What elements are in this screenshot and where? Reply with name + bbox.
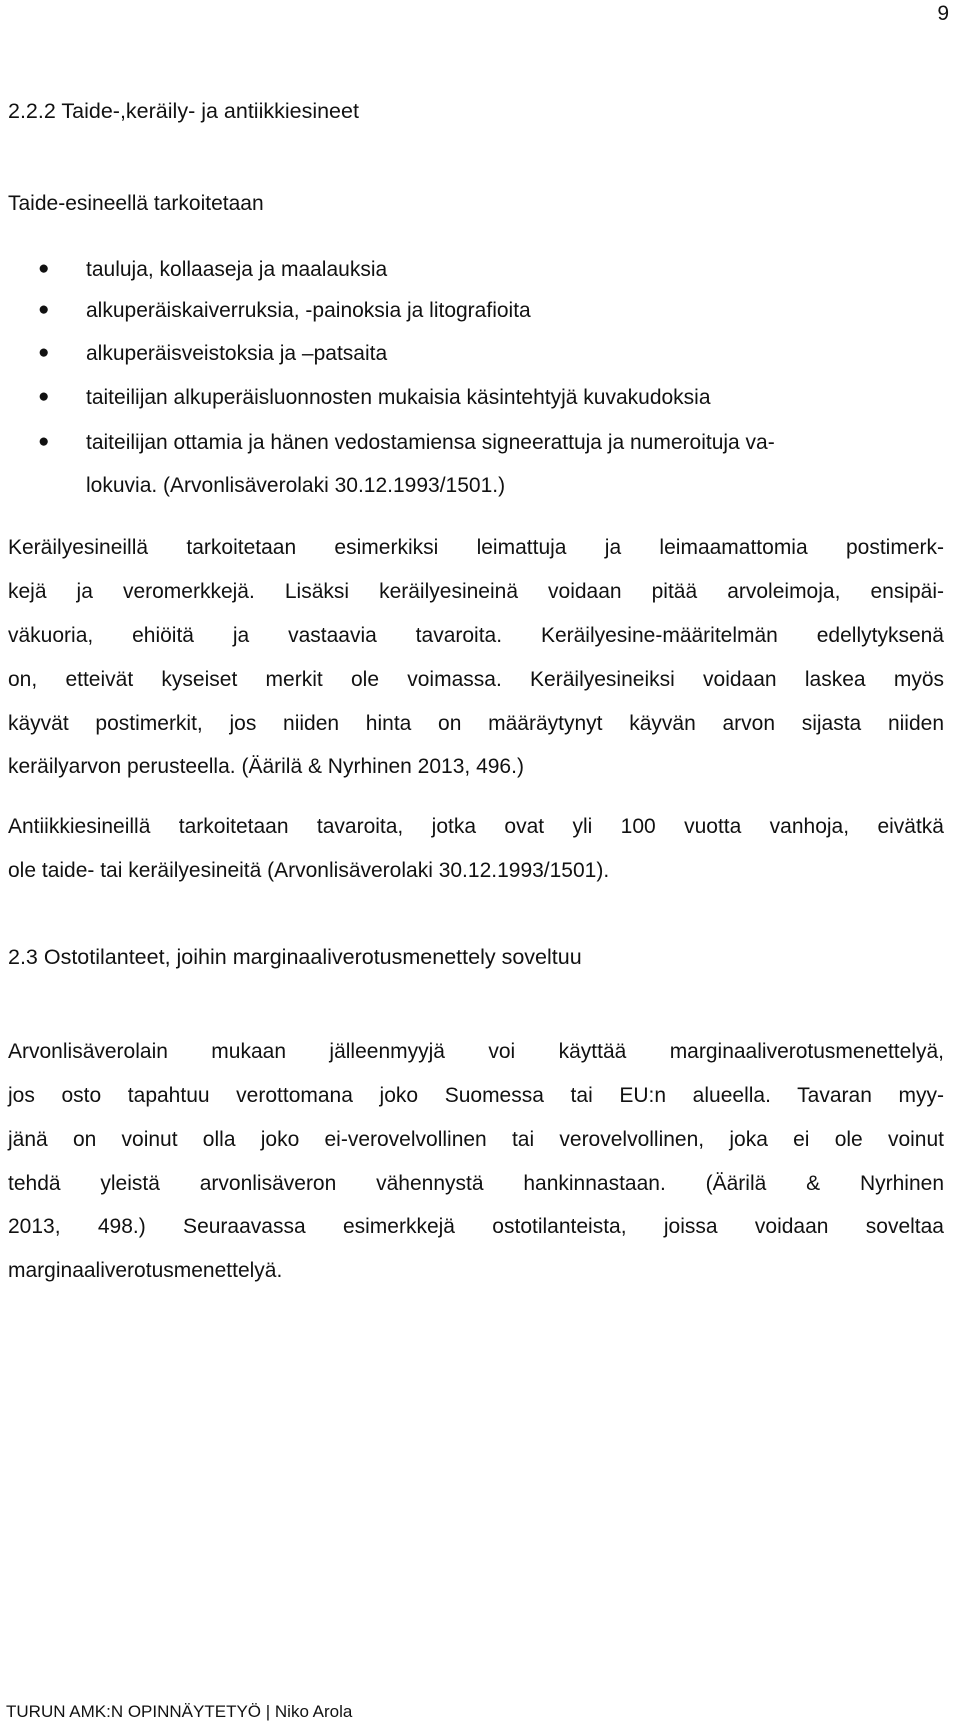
- margin-paragraph-line-last: marginaaliverotusmenettelyä.: [8, 1259, 283, 1282]
- collectibles-line: kejä ja veromerkkejä. Lisäksi keräilyesineinä voidaan pitää arvoleimoja, ensipäi-: [8, 580, 944, 603]
- bullet-icon: ●: [38, 258, 50, 279]
- margin-paragraph-line: 2013, 498.) Seuraavassa esimerkkejä ostotilanteista, joissa voidaan soveltaa: [8, 1215, 944, 1238]
- list-item-text: taiteilijan ottamia ja hänen vedostamiensa signeerattuja ja numeroituja va-: [86, 431, 775, 454]
- list-item: [38, 258, 388, 282]
- list-item-text: taiteilijan alkuperäisluonnosten mukaisia käsintehtyjä kuvakudoksia: [86, 386, 711, 409]
- list-item: [38, 342, 388, 366]
- margin-paragraph-line: jänä on voinut olla joko ei-verovelvollinen tai verovelvollinen, joka ei ole voinut: [8, 1128, 944, 1151]
- margin-paragraph-line: tehdä yleistä arvonlisäveron vähennystä hankinnastaan. (Äärilä & Nyrhinen: [8, 1172, 944, 1195]
- list-item-text: alkuperäisveistoksia ja –patsaita: [86, 342, 388, 365]
- list-item: [38, 431, 775, 455]
- bullet-icon: ●: [38, 431, 50, 452]
- collectibles-line: Keräilyesineillä tarkoitetaan esimerkiksi leimattuja ja leimaamattomia postimerk-: [8, 536, 944, 559]
- bullet-icon: ●: [38, 299, 50, 320]
- list-item-text: alkuperäiskaiverruksia, -painoksia ja litografioita: [86, 299, 531, 322]
- page-footer: TURUN AMK:N OPINNÄYTETYÖ | Niko Arola: [6, 1702, 353, 1721]
- section-heading-2-2-2: 2.2.2 Taide-,keräily- ja antiikkiesineet: [8, 99, 359, 123]
- margin-paragraph-line: Arvonlisäverolain mukaan jälleenmyyjä voi käyttää marginaaliverotusmenettelyä,: [8, 1040, 944, 1063]
- bullet-icon: ●: [38, 386, 50, 407]
- antiques-line-last: ole taide- tai keräilyesineitä (Arvonlisäverolaki 30.12.1993/1501).: [8, 859, 610, 882]
- list-item: [38, 299, 531, 323]
- antiques-line: Antiikkiesineillä tarkoitetaan tavaroita, jotka ovat yli 100 vuotta vanhoja, eivätkä: [8, 815, 944, 838]
- list-item-text: tauluja, kollaaseja ja maalauksia: [86, 258, 388, 281]
- collectibles-line-last: keräilyarvon perusteella. (Äärilä & Nyrhinen 2013, 496.): [8, 755, 524, 778]
- collectibles-line: on, etteivät kyseiset merkit ole voimassa. Keräilyesineiksi voidaan laskea myös: [8, 668, 944, 691]
- section-heading-2-3: 2.3 Ostotilanteet, joihin marginaaliverotusmenettely soveltuu: [8, 945, 582, 969]
- margin-paragraph-line: jos osto tapahtuu verottomana joko Suomessa tai EU:n alueella. Tavaran myy-: [8, 1084, 944, 1107]
- list-item: [38, 386, 711, 410]
- list-item-continuation: lokuvia. (Arvonlisäverolaki 30.12.1993/1501.): [86, 474, 506, 497]
- page-number: 9: [937, 2, 949, 25]
- collectibles-line: väkuoria, ehiöitä ja vastaavia tavaroita. Keräilyesine-määritelmän edellytyksenä: [8, 624, 944, 647]
- intro-paragraph: Taide-esineellä tarkoitetaan: [8, 192, 264, 215]
- bullet-icon: ●: [38, 342, 50, 363]
- collectibles-line: käyvät postimerkit, jos niiden hinta on määräytynyt käyvän arvon sijasta niiden: [8, 712, 944, 735]
